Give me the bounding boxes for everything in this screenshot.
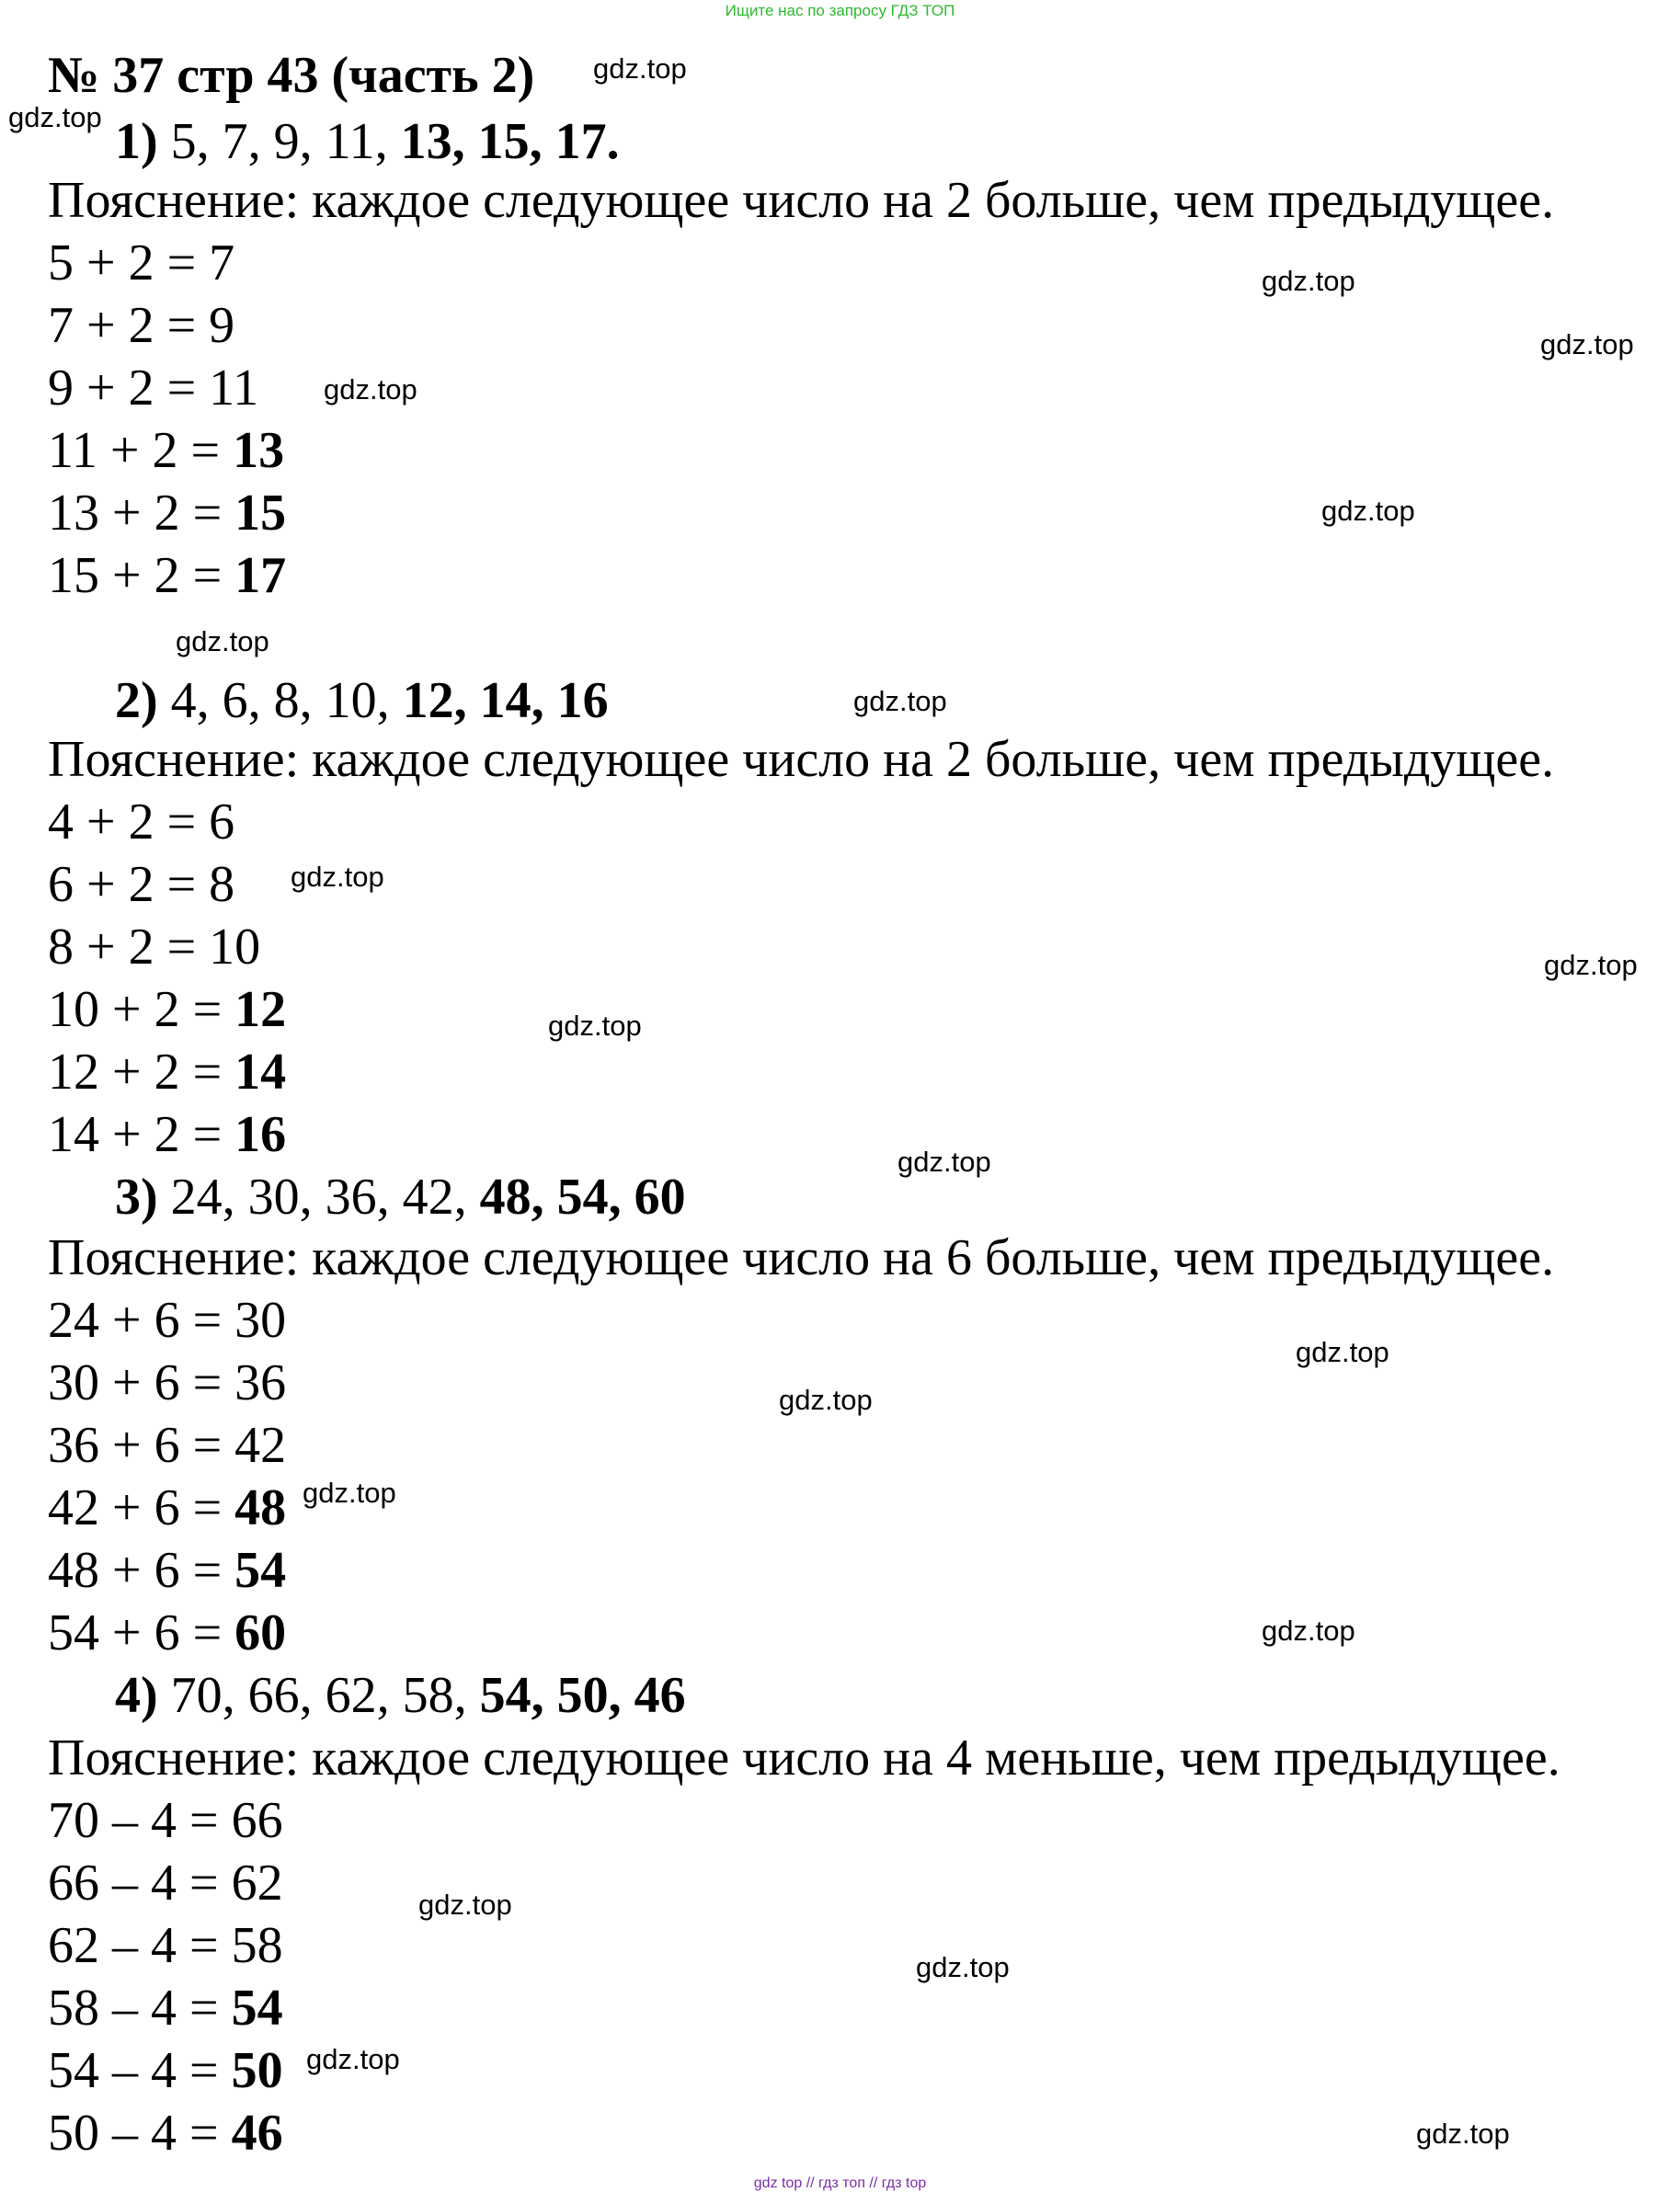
task-3-label: 3) — [115, 1169, 158, 1226]
watermark: gdz.top — [779, 1384, 873, 1416]
task-1-header — [115, 114, 620, 169]
watermark: gdz.top — [1262, 265, 1355, 297]
task-3-equation: 42 + 6 = 48 — [48, 1479, 287, 1536]
task-1-label: 1) — [115, 113, 158, 170]
task-3-equation: 48 + 6 = 54 — [48, 1542, 287, 1599]
task-4-header — [115, 1668, 686, 1723]
task-4-given: 70, 66, 62, 58, — [170, 1667, 467, 1724]
watermark: gdz.top — [593, 52, 687, 85]
task-2-equation: 14 + 2 = 16 — [48, 1106, 287, 1163]
watermark: gdz.top — [291, 861, 384, 893]
task-1-explanation: Пояснение: каждое следующее число на 2 больше, чем предыдущее. — [48, 172, 1555, 229]
task-4-answer: 54, 50, 46 — [479, 1667, 686, 1724]
task-3-answer: 48, 54, 60 — [479, 1169, 686, 1226]
task-3-given: 24, 30, 36, 42, — [170, 1169, 467, 1226]
task-2-equation: 4 + 2 = 6 — [48, 793, 235, 851]
task-2-header — [115, 673, 609, 728]
watermark: gdz.top — [306, 2043, 400, 2075]
task-4-equation: 54 – 4 = 50 — [48, 2042, 283, 2099]
watermark: gdz.top — [1416, 2118, 1510, 2150]
task-2-explanation: Пояснение: каждое следующее число на 2 больше, чем предыдущее. — [48, 731, 1555, 788]
task-4-label: 4) — [115, 1667, 158, 1724]
task-1-equation: 13 + 2 = 15 — [48, 485, 287, 542]
task-3-equation: 24 + 6 = 30 — [48, 1292, 287, 1349]
task-2-equation: 10 + 2 = 12 — [48, 981, 287, 1038]
watermark: gdz.top — [916, 1951, 1010, 1983]
task-2-answer: 12, 14, 16 — [402, 672, 609, 729]
task-4-equation: 62 – 4 = 58 — [48, 1917, 283, 1974]
watermark: gdz.top — [1540, 328, 1634, 360]
task-2-given: 4, 6, 8, 10, — [170, 672, 390, 729]
watermark: gdz.top — [303, 1477, 396, 1509]
task-3-equation: 36 + 6 = 42 — [48, 1417, 287, 1474]
bottom-banner: gdz top // гдз топ // гдз top — [753, 2175, 927, 2191]
watermark: gdz.top — [1262, 1615, 1355, 1647]
watermark: gdz.top — [418, 1889, 512, 1921]
task-3-equation: 54 + 6 = 60 — [48, 1604, 287, 1661]
watermark: gdz.top — [1296, 1336, 1389, 1368]
task-4-equation: 50 – 4 = 46 — [48, 2105, 283, 2162]
task-2-equation: 12 + 2 = 14 — [48, 1044, 287, 1101]
task-1-equation: 5 + 2 = 7 — [48, 234, 235, 291]
task-4-equation: 58 – 4 = 54 — [48, 1980, 283, 2037]
watermark: gdz.top — [1321, 495, 1415, 527]
task-1-equation: 7 + 2 = 9 — [48, 297, 235, 354]
task-2-label: 2) — [115, 672, 158, 729]
task-3-equation: 30 + 6 = 36 — [48, 1354, 287, 1411]
watermark: gdz.top — [1544, 949, 1638, 981]
watermark: gdz.top — [324, 373, 417, 405]
task-1-answer: 13, 15, 17. — [400, 113, 620, 170]
task-2-equation: 6 + 2 = 8 — [48, 856, 235, 913]
task-1-equation: 15 + 2 = 17 — [48, 547, 287, 604]
watermark: gdz.top — [897, 1146, 991, 1178]
task-3-explanation: Пояснение: каждое следующее число на 6 больше, чем предыдущее. — [48, 1229, 1555, 1286]
task-4-equation: 70 – 4 = 66 — [48, 1792, 283, 1849]
top-banner: Ищите нас по запросу ГДЗ ТОП — [725, 2, 955, 19]
task-4-equation: 66 – 4 = 62 — [48, 1855, 283, 1912]
task-2-equation: 8 + 2 = 10 — [48, 919, 261, 976]
task-3-header — [115, 1170, 686, 1225]
task-1-given: 5, 7, 9, 11, — [170, 113, 388, 170]
task-1-equation: 9 + 2 = 11 — [48, 360, 259, 417]
task-4-explanation: Пояснение: каждое следующее число на 4 меньше, чем предыдущее. — [48, 1730, 1560, 1787]
watermark: gdz.top — [176, 625, 269, 657]
watermark: gdz.top — [8, 101, 102, 133]
watermark: gdz.top — [548, 1010, 642, 1042]
watermark: gdz.top — [853, 685, 947, 717]
page-title: № 37 стр 43 (часть 2) — [48, 47, 535, 104]
task-1-equation: 11 + 2 = 13 — [48, 422, 285, 479]
